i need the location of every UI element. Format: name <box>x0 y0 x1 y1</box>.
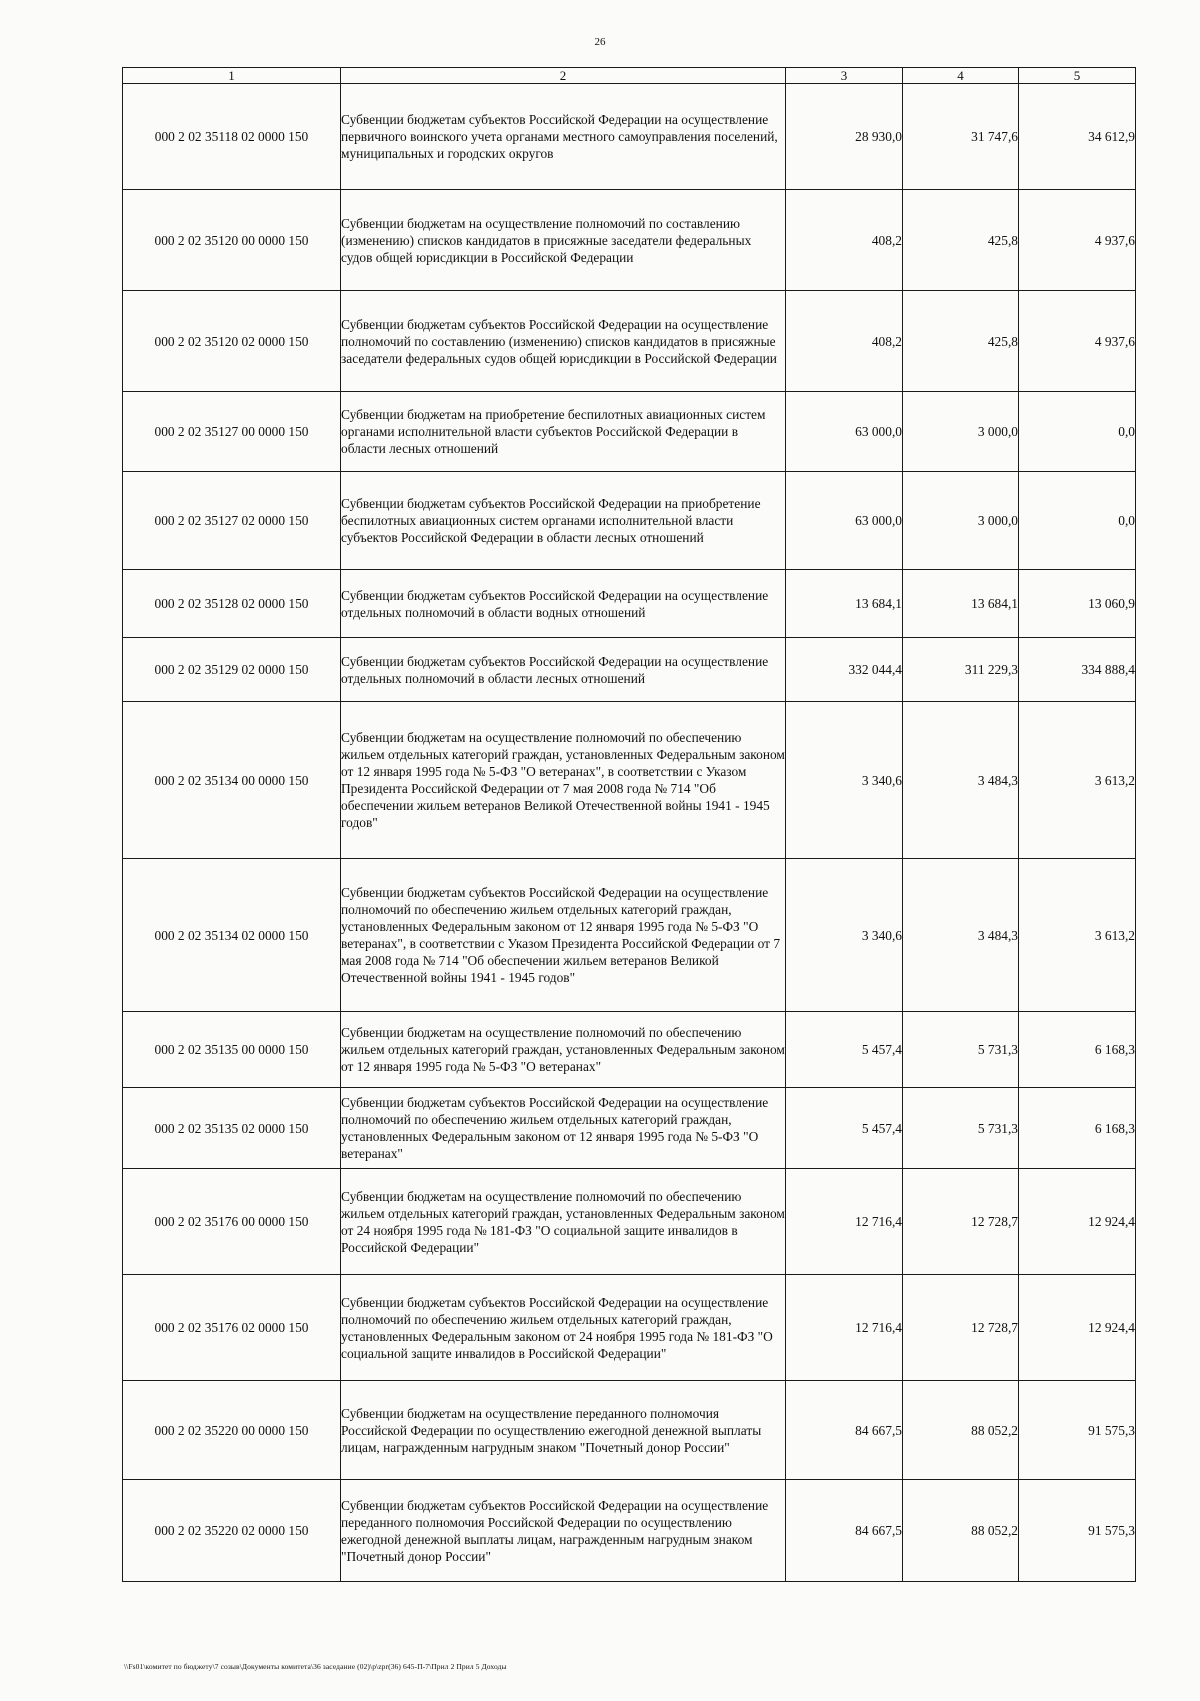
row-value-col-3: 332 044,4 <box>786 638 903 702</box>
row-name: Субвенции бюджетам на осуществление полномочий по обеспечению жильем отдельных категорий граждан, установленных Федеральным законом от 12 января 1995 года № 5-ФЗ "О ветеранах", в соответствии с Указом Президента Российской Федерации от 7 мая 2008 года № 714 "Об обеспечении жильем ветеранов Великой Отечественной войны 1941 - 1945 годов" <box>341 702 786 859</box>
row-code: 000 2 02 35118 02 0000 150 <box>123 84 341 190</box>
row-value-col-3: 12 716,4 <box>786 1169 903 1275</box>
row-code: 000 2 02 35135 02 0000 150 <box>123 1088 341 1169</box>
row-value-col-5: 0,0 <box>1019 392 1136 472</box>
table-row <box>123 702 1136 859</box>
row-value-col-4: 425,8 <box>903 291 1019 392</box>
row-code: 000 2 02 35134 00 0000 150 <box>123 702 341 859</box>
table-row <box>123 1381 1136 1480</box>
row-code: 000 2 02 35120 02 0000 150 <box>123 291 341 392</box>
row-value-col-5: 91 575,3 <box>1019 1480 1136 1582</box>
table-row <box>123 570 1136 638</box>
row-value-col-3: 84 667,5 <box>786 1381 903 1480</box>
row-name: Субвенции бюджетам на осуществление полномочий по составлению (изменению) списков кандидатов в присяжные заседатели федеральных судов общей юрисдикции в Российской Федерации <box>341 190 786 291</box>
row-name: Субвенции бюджетам на приобретение беспилотных авиационных систем органами исполнительной власти субъектов Российской Федерации в области лесных отношений <box>341 392 786 472</box>
row-value-col-3: 408,2 <box>786 190 903 291</box>
table-row <box>123 190 1136 291</box>
table-row <box>123 84 1136 190</box>
row-code: 000 2 02 35176 00 0000 150 <box>123 1169 341 1275</box>
table-row <box>123 1480 1136 1582</box>
row-value-col-4: 3 484,3 <box>903 702 1019 859</box>
budget-table <box>122 67 1136 1582</box>
row-name: Субвенции бюджетам субъектов Российской Федерации на осуществление отдельных полномочий в области лесных отношений <box>341 638 786 702</box>
row-name: Субвенции бюджетам на осуществление полномочий по обеспечению жильем отдельных категорий граждан, установленных Федеральным законом от 24 ноября 1995 года № 181-ФЗ "О социальной защите инвалидов в Российской Федерации" <box>341 1169 786 1275</box>
row-name: Субвенции бюджетам субъектов Российской Федерации на осуществление полномочий по обеспечению жильем отдельных категорий граждан, установленных Федеральным законом от 12 января 1995 года № 5-ФЗ "О ветеранах" <box>341 1088 786 1169</box>
table-row <box>123 859 1136 1012</box>
row-code: 000 2 02 35134 02 0000 150 <box>123 859 341 1012</box>
row-value-col-3: 63 000,0 <box>786 392 903 472</box>
row-value-col-5: 6 168,3 <box>1019 1012 1136 1088</box>
row-name: Субвенции бюджетам на осуществление полномочий по обеспечению жильем отдельных категорий граждан, установленных Федеральным законом от 12 января 1995 года № 5-ФЗ "О ветеранах" <box>341 1012 786 1088</box>
row-value-col-5: 0,0 <box>1019 472 1136 570</box>
row-value-col-5: 4 937,6 <box>1019 190 1136 291</box>
row-name: Субвенции бюджетам субъектов Российской Федерации на приобретение беспилотных авиационных систем органами исполнительной власти субъектов Российской Федерации в области лесных отношений <box>341 472 786 570</box>
row-name: Субвенции бюджетам субъектов Российской Федерации на осуществление полномочий по обеспечению жильем отдельных категорий граждан, установленных Федеральным законом от 12 января 1995 года № 5-ФЗ "О ветеранах", в соответствии с Указом Президента Российской Федерации от 7 мая 2008 года № 714 "Об обеспечении жильем ветеранов Великой Отечественной войны 1941 - 1945 годов" <box>341 859 786 1012</box>
row-value-col-4: 12 728,7 <box>903 1169 1019 1275</box>
row-value-col-3: 3 340,6 <box>786 702 903 859</box>
row-value-col-4: 88 052,2 <box>903 1480 1019 1582</box>
row-value-col-5: 13 060,9 <box>1019 570 1136 638</box>
row-name: Субвенции бюджетам субъектов Российской Федерации на осуществление переданного полномочия Российской Федерации по осуществлению ежегодной денежной выплаты лицам, награжденным нагрудным знаком "Почетный донор России" <box>341 1480 786 1582</box>
table-row <box>123 1169 1136 1275</box>
header-row <box>123 68 1136 84</box>
footer-file-path: \\Fs01\комитет по бюджету\7 созыв\Документы комитета\36 заседание (02)\р\zpr(36) 645-П-7\Прил 2 Прил 5 Доходы <box>124 1662 507 1671</box>
row-value-col-5: 12 924,4 <box>1019 1169 1136 1275</box>
table-row <box>123 1275 1136 1381</box>
row-code: 000 2 02 35120 00 0000 150 <box>123 190 341 291</box>
row-value-col-4: 5 731,3 <box>903 1012 1019 1088</box>
header-col-5: 5 <box>1019 68 1136 84</box>
row-value-col-5: 3 613,2 <box>1019 859 1136 1012</box>
row-value-col-3: 408,2 <box>786 291 903 392</box>
row-name: Субвенции бюджетам субъектов Российской Федерации на осуществление полномочий по составлению (изменению) списков кандидатов в присяжные заседатели федеральных судов общей юрисдикции в Российской Федерации <box>341 291 786 392</box>
row-value-col-3: 12 716,4 <box>786 1275 903 1381</box>
row-code: 000 2 02 35135 00 0000 150 <box>123 1012 341 1088</box>
table-row <box>123 472 1136 570</box>
row-name: Субвенции бюджетам на осуществление переданного полномочия Российской Федерации по осуществлению ежегодной денежной выплаты лицам, награжденным нагрудным знаком "Почетный донор России" <box>341 1381 786 1480</box>
row-name: Субвенции бюджетам субъектов Российской Федерации на осуществление первичного воинского учета органами местного самоуправления поселений, муниципальных и городских округов <box>341 84 786 190</box>
row-value-col-3: 63 000,0 <box>786 472 903 570</box>
row-value-col-4: 3 484,3 <box>903 859 1019 1012</box>
row-name: Субвенции бюджетам субъектов Российской Федерации на осуществление отдельных полномочий в области водных отношений <box>341 570 786 638</box>
row-name: Субвенции бюджетам субъектов Российской Федерации на осуществление полномочий по обеспечению жильем отдельных категорий граждан, установленных Федеральным законом от 24 ноября 1995 года № 181-ФЗ "О социальной защите инвалидов в Российской Федерации" <box>341 1275 786 1381</box>
table-row <box>123 392 1136 472</box>
header-col-2: 2 <box>341 68 786 84</box>
row-value-col-4: 3 000,0 <box>903 472 1019 570</box>
row-value-col-4: 425,8 <box>903 190 1019 291</box>
row-value-col-3: 5 457,4 <box>786 1088 903 1169</box>
row-value-col-3: 13 684,1 <box>786 570 903 638</box>
header-col-3: 3 <box>786 68 903 84</box>
table-row <box>123 1088 1136 1169</box>
row-value-col-4: 31 747,6 <box>903 84 1019 190</box>
row-code: 000 2 02 35220 00 0000 150 <box>123 1381 341 1480</box>
row-value-col-5: 334 888,4 <box>1019 638 1136 702</box>
row-code: 000 2 02 35128 02 0000 150 <box>123 570 341 638</box>
header-col-1: 1 <box>123 68 341 84</box>
row-value-col-3: 3 340,6 <box>786 859 903 1012</box>
table-row <box>123 291 1136 392</box>
row-code: 000 2 02 35220 02 0000 150 <box>123 1480 341 1582</box>
row-code: 000 2 02 35129 02 0000 150 <box>123 638 341 702</box>
row-code: 000 2 02 35176 02 0000 150 <box>123 1275 341 1381</box>
row-value-col-4: 12 728,7 <box>903 1275 1019 1381</box>
row-value-col-4: 88 052,2 <box>903 1381 1019 1480</box>
row-value-col-4: 311 229,3 <box>903 638 1019 702</box>
table-row <box>123 638 1136 702</box>
row-value-col-5: 34 612,9 <box>1019 84 1136 190</box>
row-value-col-4: 3 000,0 <box>903 392 1019 472</box>
row-value-col-5: 3 613,2 <box>1019 702 1136 859</box>
page-number: 26 <box>594 36 606 48</box>
header-col-4: 4 <box>903 68 1019 84</box>
row-value-col-5: 4 937,6 <box>1019 291 1136 392</box>
row-value-col-4: 13 684,1 <box>903 570 1019 638</box>
row-value-col-5: 12 924,4 <box>1019 1275 1136 1381</box>
row-value-col-3: 28 930,0 <box>786 84 903 190</box>
row-value-col-5: 6 168,3 <box>1019 1088 1136 1169</box>
row-value-col-5: 91 575,3 <box>1019 1381 1136 1480</box>
row-value-col-3: 5 457,4 <box>786 1012 903 1088</box>
row-code: 000 2 02 35127 02 0000 150 <box>123 472 341 570</box>
table-row <box>123 1012 1136 1088</box>
row-value-col-4: 5 731,3 <box>903 1088 1019 1169</box>
row-value-col-3: 84 667,5 <box>786 1480 903 1582</box>
row-code: 000 2 02 35127 00 0000 150 <box>123 392 341 472</box>
